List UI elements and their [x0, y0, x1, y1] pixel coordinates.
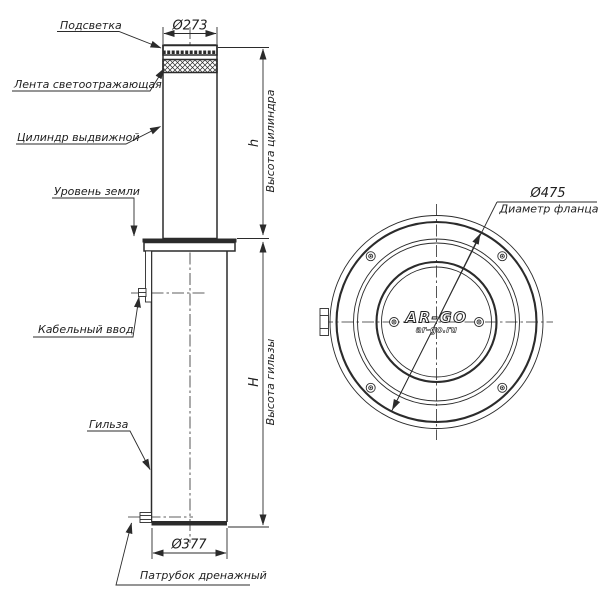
lid-hole: [475, 318, 484, 327]
dim-sleeve-diameter: [152, 528, 227, 559]
sleeve-bottom: [152, 521, 228, 526]
flange-collar: [144, 243, 235, 252]
cylinder-outline: [163, 45, 217, 239]
dim-flange-diameter-value: Ø475: [530, 186, 566, 201]
side-tab: [320, 309, 329, 336]
side-view: [12, 19, 277, 586]
callouts: [12, 19, 267, 585]
dim-H-label: Высота гильзы: [264, 338, 277, 426]
dim-h-label: Высота цилиндра: [264, 89, 277, 193]
drain-pipe-stub: [140, 513, 152, 523]
label-drain-pipe: Патрубок дренажный: [140, 569, 267, 582]
bolt-hole: [366, 383, 375, 392]
leader-ground-level: [52, 198, 134, 236]
cylinder-body: [163, 45, 217, 239]
dim-sleeve-diameter-text: Ø377: [171, 537, 207, 553]
label-sleeve: Гильза: [89, 418, 129, 431]
bolt-hole: [366, 252, 375, 261]
bolt-hole: [498, 252, 507, 261]
illumination-band: [163, 46, 217, 56]
label-illumination: Подсветка: [60, 19, 122, 32]
dim-cylinder-diameter: [163, 19, 217, 45]
label-ground-level: Уровень земли: [54, 185, 140, 198]
top-view: [320, 186, 599, 440]
lid-hole: [390, 318, 399, 327]
reflective-tape-band: [163, 60, 217, 73]
dim-cylinder-diameter-text: Ø273: [172, 18, 208, 34]
brand-logo: [405, 309, 468, 336]
brand-logo-text: AR-GO: [405, 308, 468, 327]
leader-illumination: [57, 32, 161, 49]
label-cable-entry: Кабельный ввод: [38, 323, 134, 336]
dim-h-letter: h: [247, 138, 262, 148]
brand-site-text: ar-go.ru: [415, 325, 458, 336]
leader-sleeve: [87, 431, 150, 470]
sleeve-body: [152, 251, 228, 526]
tab-outline: [320, 309, 329, 336]
label-cylinder: Цилиндр выдвижной: [17, 131, 140, 144]
dim-flange-diameter: [392, 186, 599, 411]
label-reflective-tape: Лента светоотражающая: [14, 78, 162, 91]
flange: [143, 239, 237, 252]
dim-H-letter: H: [247, 377, 262, 387]
dim-flange-diameter-label: Диаметр фланца: [499, 202, 599, 216]
dim-sleeve-height: [228, 242, 277, 527]
drain-pipe-assembly: [140, 513, 152, 523]
dim-cylinder-height: [218, 48, 277, 239]
bolt-hole: [498, 383, 507, 392]
cable-entry-assembly: [139, 251, 152, 302]
